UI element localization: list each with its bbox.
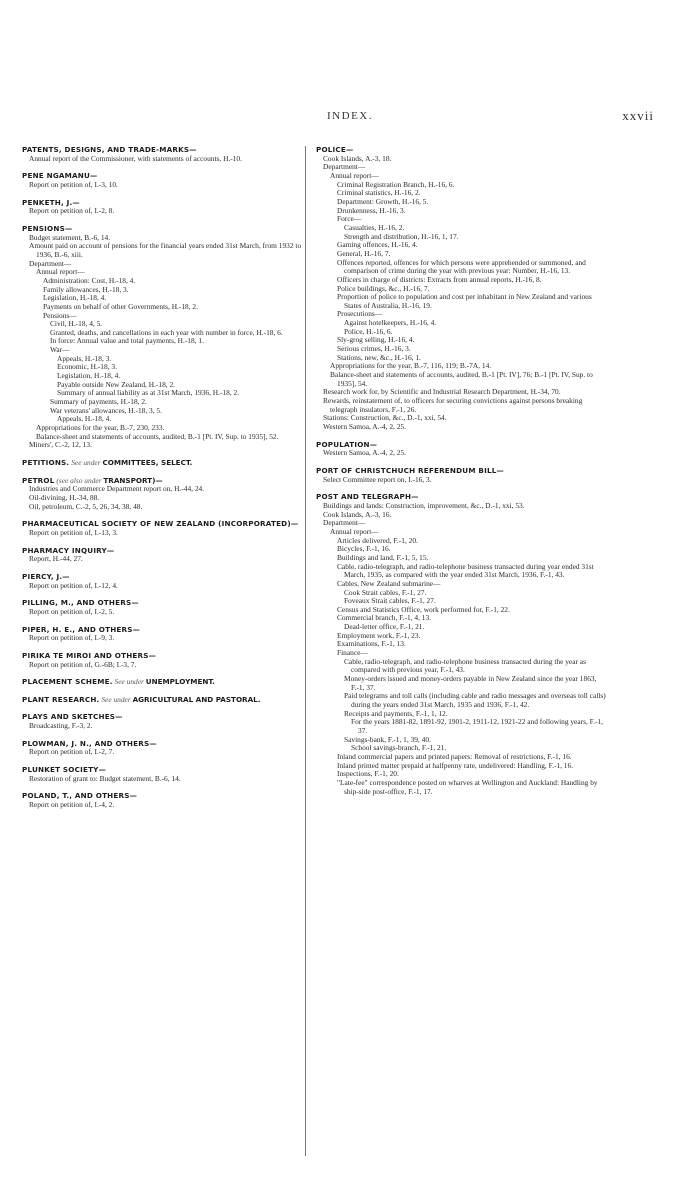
entry-subline: Prosecutions— (337, 309, 383, 319)
entry-heading: PENSIONS— (22, 223, 73, 233)
entry-subline: Paid telegrams and toll calls (including cable and radio messages and overseas toll calls) during the years ended 31st March, 1935 and 1936, F.-1, 42. (344, 691, 606, 710)
entry-subline: "Late-fee" correspondence posted on wharves at Wellington and Auckland: Handling by ship-side post-office, F.-1, 17. (337, 777, 598, 796)
index-entry (22, 599, 312, 616)
entry-subline: Family allowances, H.-18, 3. (43, 284, 129, 294)
entry-subline: Drunkenness, H.-16, 3. (337, 205, 406, 215)
entry-subline: Criminal statistics, H.-16, 2. (337, 188, 421, 198)
entry-subline: Pensions— (43, 310, 77, 320)
entry-heading: PLUNKET SOCIETY— (22, 765, 106, 775)
entry-heading: POLAND, T., AND OTHERS— (22, 791, 137, 801)
entry-subline: Report on petition of, I.-2, 5. (29, 606, 115, 616)
index-entry (22, 678, 312, 687)
entry-subline: Administration: Cost, H.-18, 4. (43, 275, 136, 285)
entry-subline: Casualties, H.-16, 2. (344, 222, 405, 232)
entry-subline: Department— (29, 258, 72, 268)
entry-subline: Finance— (337, 648, 368, 658)
index-entry (22, 146, 312, 163)
entry-subline: Cook Islands, A.-3, 18. (323, 153, 392, 163)
entry-heading: POPULATION— (316, 439, 378, 449)
index-entry (22, 766, 312, 783)
entry-subline: Annual report— (330, 526, 379, 536)
entry-subline: Inland commercial papers and printed papers: Removal of restrictions, F.-1, 16. (337, 751, 572, 761)
entry-subline: Department— (323, 162, 366, 172)
entry-heading-line (22, 678, 312, 687)
cross-reference: COMMITTEES, SELECT. (102, 458, 193, 467)
entry-subline: Department— (323, 518, 366, 528)
entry-subline: Serious crimes, H.-16, 3. (337, 344, 411, 354)
page-number: xxvii (622, 108, 654, 123)
entry-subline: Report on petition of, I.-3, 10. (29, 179, 118, 189)
entry-subline: Rewards, reinstatement of, to officers for securing convictions against persons breaking telegraph insulators, F.-1, 26. (323, 396, 583, 414)
entry-subline: Report on petition of, I.-2, 8. (29, 206, 115, 216)
entry-subline: Appropriations for the year, B.-7, 116, 119; B.-7A, 14. (330, 361, 492, 371)
entry-subline: Savings-bank, F.-1, 1, 39, 40. (344, 734, 431, 744)
entry-subline: Examinations, F.-1, 13. (337, 639, 406, 649)
entry-subline: Balance-sheet and statements of accounts, audited, B.-1 [Pt. IV, Sup. to 1935], 52. (36, 431, 279, 441)
entry-subline: Gaming offences, H.-16, 4. (337, 240, 418, 250)
cross-reference: UNEMPLOYMENT. (145, 677, 215, 687)
entry-subline: Report on petition of, G.-6B; I.-3, 7. (29, 659, 137, 669)
index-entry (22, 740, 312, 757)
index-entry (22, 696, 312, 705)
entry-subline: Summary of payments, H.-18, 2. (50, 397, 147, 407)
entry-subline: Articles delivered, F.-1, 20. (337, 535, 418, 545)
entry-subline: Western Samoa, A.-4, 2, 25. (323, 448, 406, 458)
entry-subline: Balance-sheet and statements of accounts, audited, B.-1 [Pt. IV], 76; B.-1 [Pt. IV, Sup. to 1935], 54. (330, 370, 593, 388)
entry-subline: Industries and Commerce Department report on, H.-44, 24. (29, 484, 205, 494)
entry-subline: Appeals, H.-18, 3. (57, 353, 112, 363)
index-entry (22, 199, 312, 216)
entry-subline: Appropriations for the year, B.-7, 230, 233. (36, 423, 165, 433)
entry-subline: Oil-divining, H.-34, 88. (29, 492, 100, 502)
entry-subline: Police buildings, &c., H.-16, 7. (337, 283, 430, 293)
entry-subline: Offences reported, offences for which persons were apprehended or summoned, and comparison of crime during the year with previous year: Number, H.-16, 13. (337, 257, 586, 276)
see-reference-label: See under (114, 677, 144, 687)
entry-subline: Research work for, by Scientific and Industrial Research Department, H.-34, 70. (323, 387, 561, 397)
entry-heading: PLANT RESEARCH. (22, 694, 100, 704)
entry-subline: Receipts and payments, F.-1, 1, 12. (344, 708, 448, 718)
entry-subline: Western Samoa, A.-4, 2, 25. (323, 422, 406, 431)
entry-subline: Dead-letter office, F.-1, 21. (344, 622, 425, 632)
entry-heading-line (22, 459, 312, 468)
entry-subline: Report on petition of, I.-4, 2. (29, 800, 115, 810)
see-reference-label: (see also under (56, 475, 102, 485)
index-entry (316, 146, 606, 432)
entry-subline: Economic, H.-18, 3. (57, 362, 117, 372)
entry-subline: Legislation, H.-18, 4. (57, 371, 121, 381)
entry-subline: Force— (337, 214, 362, 224)
entry-subline: Stations, new, &c., H.-16, 1. (337, 352, 421, 362)
index-entry (22, 520, 312, 537)
cross-reference: TRANSPORT)— (103, 475, 163, 485)
entry-heading-line (22, 696, 312, 705)
entry-subline: Commercial branch, F.-1, 4, 13. (337, 613, 432, 623)
cross-reference: AGRICULTURAL AND PASTORAL. (132, 694, 261, 704)
index-entry (22, 626, 312, 643)
entry-subline: Select Committee report on, I.-16, 3. (323, 474, 432, 484)
entry-heading: PIPER, H. E., AND OTHERS— (22, 624, 141, 634)
entry-subline: Restoration of grant to: Budget statement, B.-6, 14. (29, 773, 181, 783)
entry-subline: School savings-branch, F.-1, 21. (351, 743, 447, 753)
entry-subline: Amount paid on account of pensions for the financial years ended 31st March, from 1932 to 1936, B.-6, xiii. (29, 241, 302, 259)
entry-subline: Appeals, H.-18, 4. (57, 414, 112, 424)
entry-heading: PENKETH, J.— (22, 197, 80, 207)
entry-subline: Criminal Registration Branch, H.-16, 6. (337, 179, 455, 189)
index-entry (316, 467, 606, 484)
entry-subline: Budget statement, B.-6, 14. (29, 232, 111, 242)
entry-subline: Cable, radio-telegraph, and radio-telephone business transacted during year ended 31st March, 1935, as compared with the year ended 31st March, 1936, F.-1, 43. (337, 561, 594, 580)
entry-heading: PIERCY, J.— (22, 571, 70, 581)
entry-subline: Report on petition of, I.-2, 7. (29, 747, 115, 757)
entry-subline: Cable, radio-telegraph, and radio-telephone business transacted during the year as compared with previous year, F.-1, 43. (344, 656, 586, 675)
entry-heading: PHARMACY INQUIRY— (22, 545, 115, 555)
index-entry (22, 459, 312, 468)
entry-subline: General, H.-16, 7. (337, 248, 391, 258)
entry-subline: Stations: Construction, &c., D.-1, xxi, 54. (323, 413, 447, 423)
index-entry (22, 652, 312, 669)
entry-subline: Report on petition of, I.-13, 3. (29, 527, 118, 537)
entry-subline: Granted, deaths, and cancellations in each year with number in force, H.-18, 6. (50, 327, 283, 337)
entry-heading: PORT OF CHRISTCHUCH REFERENDUM BILL— (316, 465, 504, 475)
entry-subline: Miners', C.-2, 12, 13. (29, 440, 92, 450)
entry-subline: Department: Growth, H.-16, 5. (337, 196, 429, 206)
entry-subline: Summary of annual liability as at 31st March, 1936, H.-18, 2. (57, 388, 240, 398)
index-entry (22, 477, 312, 512)
entry-subline: Report on petition of, I.-12, 4. (29, 580, 118, 590)
entry-subline: Strength and distribution, H.-16, 1, 17. (344, 231, 459, 241)
entry-subline: Officers in charge of districts: Extracts from annual reports, H.-16, 8. (337, 274, 542, 284)
entry-subline: Broadcasting, F.-3, 2. (29, 721, 93, 731)
entry-subline: Sly-grog selling, H.-16, 4. (337, 335, 415, 345)
entry-subline: Bicycles, F.-1, 16. (337, 544, 391, 554)
see-reference-label: See under (71, 458, 101, 467)
entry-subline: Cables, New Zealand submarine— (337, 578, 441, 588)
index-entry (316, 493, 606, 796)
entry-subline: Cook Islands, A.-3, 16. (323, 509, 392, 519)
index-entry (316, 441, 606, 458)
entry-subline: Foveaux Strait cables, F.-1, 27. (344, 596, 436, 606)
entry-subline: Report on petition of, I.-9, 3. (29, 633, 115, 643)
entry-subline: Payable outside New Zealand, H.-18, 2. (57, 379, 176, 389)
entry-subline: Cook Strait cables, F.-1, 27. (344, 587, 427, 597)
entry-subline: In force: Annual value and total payments, H.-18, 1. (50, 336, 204, 346)
entry-heading: PIRIKA TE MIROI AND OTHERS— (22, 650, 157, 660)
entry-subline: Payments on behalf of other Governments, H.-18, 2. (43, 301, 198, 311)
index-entry (22, 547, 312, 564)
entry-subline: Employment work, F.-1, 23. (337, 630, 421, 640)
see-reference-label: See under (101, 694, 131, 704)
entry-heading: POLICE— (316, 145, 354, 154)
entry-subline: Buildings and land, F.-1, 5, 15. (337, 552, 429, 562)
entry-subline: Oil, petroleum, C.-2, 5, 26, 34, 38, 48. (29, 501, 143, 511)
entry-subline: Annual report— (36, 267, 85, 277)
index-entry (22, 713, 312, 730)
entry-heading: PATENTS, DESIGNS, AND TRADE-MARKS— (22, 145, 197, 154)
entry-heading: PLACEMENT SCHEME. (22, 677, 113, 687)
right-column (316, 146, 606, 805)
page-title: INDEX. (327, 110, 373, 122)
entry-heading: PETROL (22, 475, 55, 485)
entry-subline: War veterans' allowances, H.-18, 3, 5. (50, 405, 162, 415)
entry-subline: Police, H.-16, 6. (344, 326, 393, 336)
index-entry (22, 792, 312, 809)
entry-subline: War— (50, 345, 70, 355)
entry-subline: Census and Statistics Office, work performed for, F.-1, 22. (337, 604, 510, 614)
entry-heading: PETITIONS. (22, 458, 70, 467)
entry-subline: Legislation, H.-18, 4. (43, 293, 107, 303)
left-column (22, 146, 312, 819)
entry-subline: Annual report of the Commissioner, with statements of accounts, H.-10. (29, 153, 242, 163)
entry-heading: PLOWMAN, J. N., AND OTHERS— (22, 738, 157, 748)
entry-subline: Report, H.-44, 27. (29, 554, 83, 564)
entry-subline: Money-orders issued and money-orders payable in New Zealand since the year 1863, F.-1, 37. (344, 674, 597, 692)
entry-heading: PILLING, M., AND OTHERS— (22, 598, 139, 608)
entry-subline: For the years 1881-82, 1891-92, 1901-2, 1911-12, 1921-22 and following years, F.-1, 37. (351, 717, 604, 735)
entry-subline: Inland printed matter prepaid at halfpenny rate, undelivered: Handling, F.-1, 16. (337, 760, 574, 770)
index-entry (22, 573, 312, 590)
entry-heading: PENE NGAMANU— (22, 171, 98, 181)
entry-subline: Civil, H.-18, 4, 5. (50, 319, 103, 329)
index-entry (22, 172, 312, 189)
index-entry (22, 225, 312, 450)
entry-subline: Proportion of police to population and cost per inhabitant in New Zealand and various States of Australia, H.-16, 19. (337, 292, 592, 310)
entry-subline: Buildings and lands: Construction, improvement, &c., D.-1, xxi, 53. (323, 500, 525, 510)
entry-heading: POST AND TELEGRAPH— (316, 492, 419, 502)
entry-heading: PLAYS AND SKETCHES— (22, 712, 123, 722)
entry-subline: Annual report— (330, 170, 379, 180)
entry-subline: Inspections, F.-1, 20. (337, 769, 399, 779)
entry-heading: PHARMACEUTICAL SOCIETY OF NEW ZEALAND (INCORPORATED)— (22, 519, 299, 529)
entry-subline: Against hotelkeepers, H.-16, 4. (344, 318, 437, 328)
